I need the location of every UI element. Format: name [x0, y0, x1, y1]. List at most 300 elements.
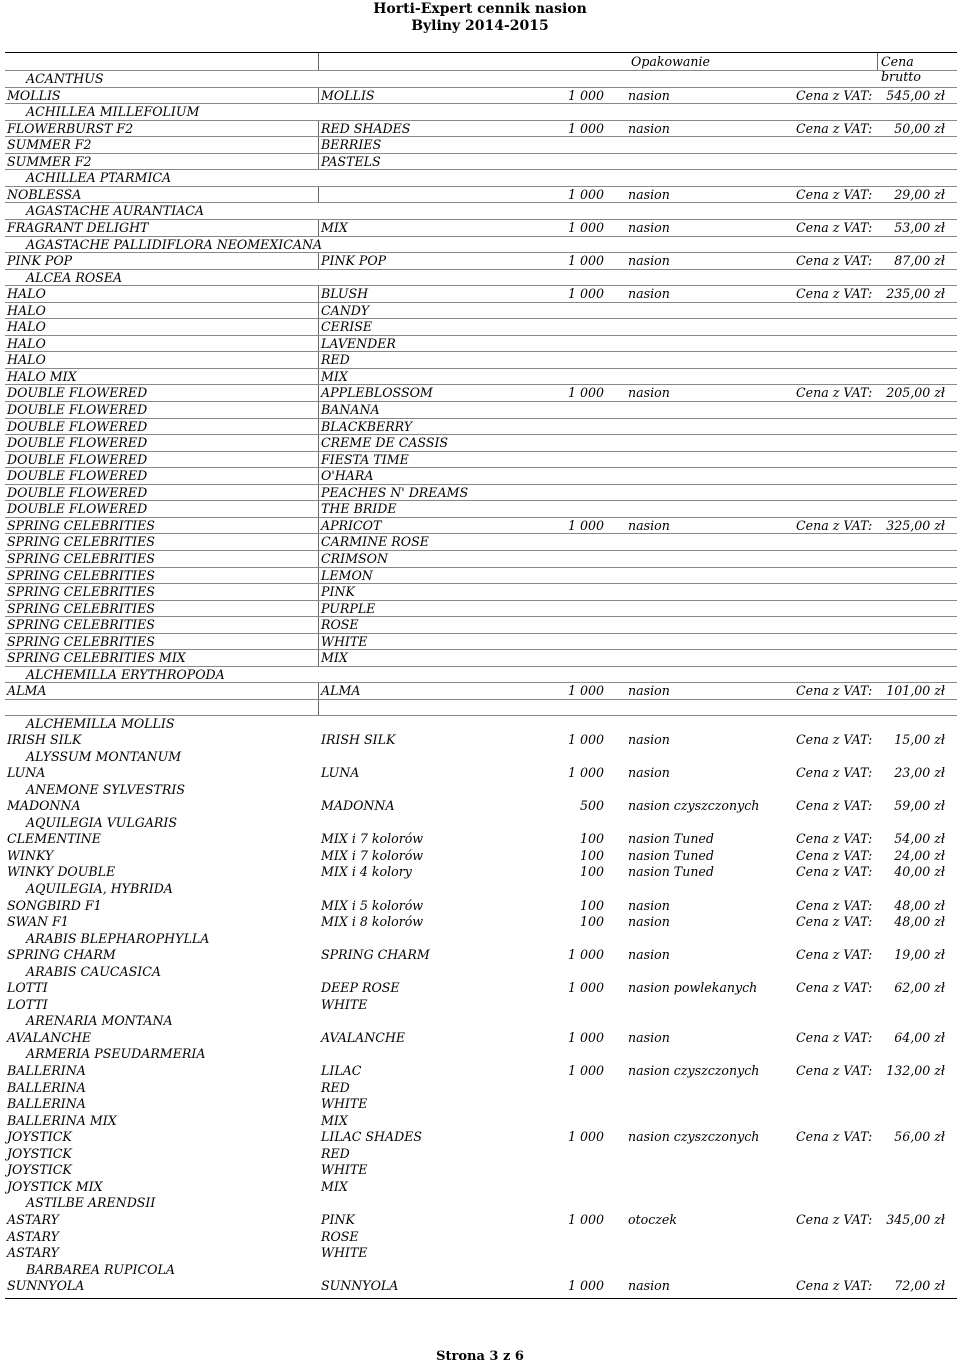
package-quantity: 1 000	[568, 186, 605, 202]
variety-name: CARMINE ROSE	[321, 534, 429, 550]
variety-name: WHITE	[321, 996, 368, 1012]
table-row	[5, 451, 957, 469]
variety-name: MIX	[321, 219, 348, 235]
category-row	[5, 1046, 957, 1063]
package-quantity: 500	[579, 798, 604, 814]
package-unit: nasion	[628, 253, 670, 269]
package-unit: nasion powlekanych	[628, 980, 758, 996]
cultivar-name: DOUBLE FLOWERED	[7, 451, 148, 467]
variety-name: PINK	[321, 1211, 355, 1227]
cultivar-name: MADONNA	[7, 798, 81, 814]
package-quantity: 1 000	[568, 1029, 605, 1045]
category-row	[5, 782, 957, 799]
column-header-price: Cena brutto	[881, 54, 921, 84]
package-quantity: 1 000	[568, 385, 605, 401]
cultivar-name: BALLERINA	[7, 1063, 86, 1078]
table-row	[5, 798, 957, 815]
price-value: 87,00 zł	[894, 253, 945, 269]
vat-label: Cena z VAT:	[796, 1211, 873, 1227]
price-value: 19,00 zł	[894, 947, 945, 963]
cultivar-name: SPRING CELEBRITIES	[7, 534, 155, 550]
price-value: 545,00 zł	[886, 87, 945, 103]
vat-label: Cena z VAT:	[796, 847, 873, 863]
price-value: 29,00 zł	[894, 186, 945, 202]
table-row	[5, 864, 957, 881]
blank-row	[5, 699, 957, 717]
price-value: 101,00 zł	[886, 683, 945, 699]
price-value: 59,00 zł	[894, 798, 945, 814]
variety-name: MIX i 7 kolorów	[321, 847, 424, 863]
category-row	[5, 666, 957, 684]
vat-label: Cena z VAT:	[796, 286, 873, 302]
variety-name: APPLEBLOSSOM	[321, 385, 433, 401]
variety-name: PINK POP	[321, 253, 387, 269]
category-name: ARABIS BLEPHAROPHYLLA	[26, 930, 210, 946]
package-quantity: 100	[579, 847, 604, 863]
variety-name: MIX	[321, 1178, 348, 1194]
table-row	[5, 318, 957, 336]
cultivar-name: MOLLIS	[7, 87, 61, 103]
price-value: 50,00 zł	[894, 120, 945, 136]
cultivar-name: JOYSTICK	[7, 1129, 72, 1145]
table-row	[5, 1278, 957, 1295]
category-name: BARBAREA RUPICOLA	[26, 1261, 175, 1277]
variety-name: THE BRIDE	[321, 501, 397, 517]
variety-name: IRISH SILK	[321, 732, 396, 747]
table-row	[5, 285, 957, 303]
price-value: 345,00 zł	[886, 1211, 945, 1227]
table-row	[5, 583, 957, 601]
vat-label: Cena z VAT:	[796, 980, 873, 996]
category-row	[5, 931, 957, 948]
category-row	[5, 815, 957, 832]
variety-name: RED	[321, 352, 350, 368]
table-row	[5, 649, 957, 667]
cultivar-name: ASTARY	[7, 1211, 59, 1227]
package-unit: nasion	[628, 897, 670, 913]
category-row	[5, 964, 957, 981]
variety-name: MIX i 4 kolory	[321, 864, 412, 880]
vat-label: Cena z VAT:	[796, 253, 873, 269]
table-row	[5, 120, 957, 138]
cultivar-name: SWAN F1	[7, 914, 69, 930]
price-value: 48,00 zł	[894, 914, 945, 930]
cultivar-name: ASTARY	[7, 1228, 59, 1244]
table-row	[5, 484, 957, 502]
package-quantity: 100	[579, 864, 604, 880]
category-row	[5, 1195, 957, 1212]
table-row	[5, 550, 957, 568]
cultivar-name: DOUBLE FLOWERED	[7, 385, 148, 401]
cultivar-name: SUMMER F2	[7, 153, 92, 169]
category-row	[5, 715, 957, 733]
variety-name: SUNNYOLA	[321, 1278, 399, 1294]
cultivar-name: JOYSTICK	[7, 1145, 72, 1161]
table-row	[5, 136, 957, 154]
table-row	[5, 732, 957, 749]
table-row	[5, 252, 957, 270]
table-row	[5, 1129, 957, 1146]
cultivar-name: ALMA	[7, 683, 47, 699]
table-row	[5, 533, 957, 551]
package-quantity: 100	[579, 831, 604, 847]
variety-name: BLUSH	[321, 286, 369, 302]
package-unit: nasion	[628, 87, 670, 103]
variety-name: LUNA	[321, 765, 360, 781]
category-name: AGASTACHE PALLIDIFLORA NEOMEXICANA	[26, 236, 323, 252]
table-row	[5, 368, 957, 386]
variety-name: MIX	[321, 650, 348, 666]
variety-name: LILAC	[321, 1063, 362, 1078]
table-row	[5, 980, 957, 997]
price-value: 72,00 zł	[894, 1278, 945, 1294]
table-row	[5, 384, 957, 402]
table-row	[5, 1146, 957, 1163]
cultivar-name: DOUBLE FLOWERED	[7, 435, 148, 451]
category-name: ALCEA ROSEA	[26, 269, 123, 285]
variety-name: MIX	[321, 368, 348, 384]
variety-name: MADONNA	[321, 798, 395, 814]
category-name: ALCHEMILLA ERYTHROPODA	[26, 666, 225, 682]
cultivar-name: LOTTI	[7, 980, 48, 996]
category-name: ALYSSUM MONTANUM	[26, 748, 182, 764]
table-row	[5, 1162, 957, 1179]
price-value: 23,00 zł	[894, 765, 945, 781]
cultivar-name: BALLERINA	[7, 1079, 86, 1095]
variety-name: DEEP ROSE	[321, 980, 400, 996]
vat-label: Cena z VAT:	[796, 914, 873, 930]
cultivar-name: DOUBLE FLOWERED	[7, 468, 148, 484]
cultivar-name: AVALANCHE	[7, 1029, 92, 1045]
category-row	[5, 70, 957, 88]
category-name: AQUILEGIA, HYBRIDA	[26, 880, 173, 896]
table-row	[5, 567, 957, 585]
table-row	[5, 1245, 957, 1262]
variety-name: WHITE	[321, 633, 368, 649]
variety-name: FIESTA TIME	[321, 451, 409, 467]
package-unit: nasion	[628, 947, 670, 963]
table-row	[5, 616, 957, 634]
variety-name: MIX i 7 kolorów	[321, 831, 424, 847]
table-row	[5, 351, 957, 369]
cultivar-name: SPRING CELEBRITIES	[7, 517, 155, 533]
package-unit: nasion	[628, 186, 670, 202]
category-row	[5, 103, 957, 121]
package-quantity: 1 000	[568, 947, 605, 963]
vat-label: Cena z VAT:	[796, 1278, 873, 1294]
package-unit: nasion	[628, 683, 670, 699]
price-value: 64,00 zł	[894, 1029, 945, 1045]
category-name: ANEMONE SYLVESTRIS	[26, 781, 185, 797]
package-quantity: 1 000	[568, 1063, 605, 1078]
cultivar-name: DOUBLE FLOWERED	[7, 484, 148, 500]
package-quantity: 1 000	[568, 1129, 605, 1145]
variety-name: BANANA	[321, 402, 380, 417]
cultivar-name: IRISH SILK	[7, 732, 82, 747]
table-row	[5, 682, 957, 700]
package-quantity: 100	[579, 897, 604, 913]
package-quantity: 1 000	[568, 87, 605, 103]
category-name: ARABIS CAUCASICA	[26, 963, 161, 979]
table-row	[5, 418, 957, 436]
cultivar-name: HALO	[7, 286, 46, 302]
price-value: 325,00 zł	[886, 517, 945, 533]
package-quantity: 1 000	[568, 253, 605, 269]
variety-name: MIX i 8 kolorów	[321, 914, 424, 930]
price-value: 40,00 zł	[894, 864, 945, 880]
cultivar-name: PINK POP	[7, 253, 73, 269]
price-table	[5, 52, 957, 1299]
price-value: 48,00 zł	[894, 897, 945, 913]
cultivar-name: BALLERINA MIX	[7, 1112, 117, 1128]
vat-label: Cena z VAT:	[796, 947, 873, 963]
variety-name: ALMA	[321, 683, 361, 699]
variety-name: PASTELS	[321, 153, 381, 169]
table-row	[5, 1212, 957, 1229]
table-row	[5, 1229, 957, 1246]
variety-name: ROSE	[321, 617, 359, 633]
table-row	[5, 302, 957, 320]
table-row	[5, 914, 957, 931]
table-row	[5, 898, 957, 915]
table-row	[5, 633, 957, 651]
cultivar-name: SPRING CHARM	[7, 947, 116, 963]
table-row	[5, 186, 957, 204]
table-row	[5, 401, 957, 419]
price-value: 205,00 zł	[886, 385, 945, 401]
vat-label: Cena z VAT:	[796, 765, 873, 781]
cultivar-name: SPRING CELEBRITIES	[7, 633, 155, 649]
package-quantity: 1 000	[568, 683, 605, 699]
table-row	[5, 947, 957, 964]
package-unit: nasion Tuned	[628, 831, 714, 847]
table-row	[5, 1080, 957, 1097]
vat-label: Cena z VAT:	[796, 385, 873, 401]
price-value: 62,00 zł	[894, 980, 945, 996]
category-name: ASTILBE ARENDSII	[26, 1195, 156, 1211]
cultivar-name: HALO	[7, 302, 46, 318]
vat-label: Cena z VAT:	[796, 732, 873, 747]
package-quantity: 1 000	[568, 765, 605, 781]
cultivar-name: SUMMER F2	[7, 137, 92, 153]
package-quantity: 1 000	[568, 1278, 605, 1294]
package-quantity: 1 000	[568, 286, 605, 302]
package-quantity: 100	[579, 914, 604, 930]
vat-label: Cena z VAT:	[796, 1029, 873, 1045]
category-row	[5, 1262, 957, 1279]
document-title: Horti-Expert cennik nasion	[373, 1, 587, 17]
cultivar-name: SPRING CELEBRITIES	[7, 550, 155, 566]
package-unit: nasion Tuned	[628, 847, 714, 863]
price-value: 53,00 zł	[894, 219, 945, 235]
table-row	[5, 997, 957, 1014]
cultivar-name: SPRING CELEBRITIES	[7, 617, 155, 633]
category-row	[5, 269, 957, 287]
variety-name: WHITE	[321, 1096, 368, 1112]
cultivar-name: HALO MIX	[7, 368, 77, 384]
variety-name: PINK	[321, 584, 355, 600]
cultivar-name: HALO	[7, 335, 46, 351]
cultivar-name: JOYSTICK MIX	[7, 1178, 103, 1194]
package-unit: nasion	[628, 219, 670, 235]
package-quantity: 1 000	[568, 732, 605, 747]
variety-name: LAVENDER	[321, 335, 396, 351]
category-row	[5, 169, 957, 187]
category-name: ACANTHUS	[26, 71, 104, 86]
table-row	[5, 848, 957, 865]
package-unit: nasion czyszczonych	[628, 1129, 760, 1145]
variety-name: LILAC SHADES	[321, 1129, 423, 1145]
cultivar-name: SPRING CELEBRITIES	[7, 584, 155, 600]
table-row	[5, 1113, 957, 1130]
cultivar-name: LUNA	[7, 765, 46, 781]
cultivar-name: FRAGRANT DELIGHT	[7, 219, 149, 235]
package-unit: nasion Tuned	[628, 864, 714, 880]
cultivar-name: HALO	[7, 352, 46, 368]
variety-name: CREME DE CASSIS	[321, 435, 449, 451]
cultivar-name: JOYSTICK	[7, 1162, 72, 1178]
variety-name: CANDY	[321, 302, 370, 318]
package-unit: otoczek	[628, 1211, 677, 1227]
cultivar-name: HALO	[7, 319, 46, 335]
table-row	[5, 1179, 957, 1196]
package-unit: nasion	[628, 120, 670, 136]
vat-label: Cena z VAT:	[796, 517, 873, 533]
price-value: 132,00 zł	[886, 1063, 945, 1078]
cultivar-name: DOUBLE FLOWERED	[7, 418, 148, 434]
cultivar-name: SUNNYOLA	[7, 1278, 85, 1294]
price-value: 54,00 zł	[894, 831, 945, 847]
price-value: 56,00 zł	[894, 1129, 945, 1145]
table-row	[5, 500, 957, 518]
cultivar-name: CLEMENTINE	[7, 831, 101, 847]
table-row	[5, 1030, 957, 1047]
variety-name: RED	[321, 1079, 350, 1095]
vat-label: Cena z VAT:	[796, 219, 873, 235]
table-row	[5, 1096, 957, 1113]
variety-name: ROSE	[321, 1228, 359, 1244]
variety-name: O'HARA	[321, 468, 374, 484]
cultivar-name: ASTARY	[7, 1245, 59, 1261]
cultivar-name: DOUBLE FLOWERED	[7, 501, 148, 517]
variety-name: MIX	[321, 1112, 348, 1128]
package-unit: nasion	[628, 286, 670, 302]
cultivar-name: FLOWERBURST F2	[7, 120, 134, 136]
variety-name: PEACHES N' DREAMS	[321, 484, 469, 500]
table-row	[5, 434, 957, 452]
vat-label: Cena z VAT:	[796, 831, 873, 847]
category-row	[5, 749, 957, 766]
table-row	[5, 765, 957, 782]
category-name: AGASTACHE AURANTIACA	[26, 203, 205, 219]
cultivar-name: WINKY DOUBLE	[7, 864, 116, 880]
column-header-packaging: Opakowanie	[631, 54, 710, 69]
cultivar-name: SONGBIRD F1	[7, 897, 102, 913]
cultivar-name: LOTTI	[7, 996, 48, 1012]
variety-name: CERISE	[321, 319, 373, 335]
cultivar-name: NOBLESSA	[7, 186, 82, 202]
vat-label: Cena z VAT:	[796, 87, 873, 103]
cultivar-name: SPRING CELEBRITIES MIX	[7, 650, 186, 666]
category-name: ALCHEMILLA MOLLIS	[26, 716, 175, 732]
vat-label: Cena z VAT:	[796, 864, 873, 880]
vat-label: Cena z VAT:	[796, 798, 873, 814]
vat-label: Cena z VAT:	[796, 683, 873, 699]
category-row	[5, 236, 957, 254]
variety-name: RED	[321, 1145, 350, 1161]
category-name: AQUILEGIA VULGARIS	[26, 814, 178, 830]
cultivar-name: BALLERINA	[7, 1096, 86, 1112]
variety-name: MOLLIS	[321, 87, 375, 103]
vat-label: Cena z VAT:	[796, 1129, 873, 1145]
variety-name: BERRIES	[321, 137, 382, 153]
category-row	[5, 881, 957, 898]
variety-name: BLACKBERRY	[321, 418, 413, 434]
package-unit: nasion	[628, 1029, 670, 1045]
variety-name: CRIMSON	[321, 550, 388, 566]
table-row	[5, 831, 957, 848]
category-row	[5, 202, 957, 220]
package-unit: nasion	[628, 385, 670, 401]
vat-label: Cena z VAT:	[796, 897, 873, 913]
table-row	[5, 467, 957, 485]
cultivar-name: WINKY	[7, 847, 54, 863]
price-value: 235,00 zł	[886, 286, 945, 302]
table-row	[5, 1063, 957, 1080]
variety-name: LEMON	[321, 567, 373, 583]
vat-label: Cena z VAT:	[796, 1063, 873, 1078]
cultivar-name: SPRING CELEBRITIES	[7, 567, 155, 583]
table-row	[5, 600, 957, 618]
package-quantity: 1 000	[568, 980, 605, 996]
package-unit: nasion	[628, 914, 670, 930]
variety-name: AVALANCHE	[321, 1029, 406, 1045]
vat-label: Cena z VAT:	[796, 120, 873, 136]
category-row	[5, 1013, 957, 1030]
price-value: 15,00 zł	[894, 732, 945, 747]
price-value: 24,00 zł	[894, 847, 945, 863]
vat-label: Cena z VAT:	[796, 186, 873, 202]
table-row	[5, 153, 957, 171]
variety-name: APRICOT	[321, 517, 382, 533]
package-unit: nasion	[628, 517, 670, 533]
package-unit: nasion	[628, 732, 670, 747]
variety-name: SPRING CHARM	[321, 947, 430, 963]
cultivar-name: SPRING CELEBRITIES	[7, 600, 155, 616]
package-quantity: 1 000	[568, 219, 605, 235]
package-unit: nasion czyszczonych	[628, 1063, 760, 1078]
category-name: ARENARIA MONTANA	[26, 1013, 173, 1029]
table-row	[5, 517, 957, 535]
document-subtitle: Byliny 2014-2015	[411, 18, 549, 34]
package-unit: nasion	[628, 765, 670, 781]
category-name: ACHILLEA MILLEFOLIUM	[26, 104, 200, 120]
package-quantity: 1 000	[568, 1211, 605, 1227]
table-row	[5, 87, 957, 105]
variety-name: WHITE	[321, 1245, 368, 1261]
cultivar-name: DOUBLE FLOWERED	[7, 402, 148, 417]
variety-name: PURPLE	[321, 600, 376, 616]
package-unit: nasion czyszczonych	[628, 798, 760, 814]
variety-name: WHITE	[321, 1162, 368, 1178]
category-name: ACHILLEA PTARMICA	[26, 170, 172, 186]
variety-name: MIX i 5 kolorów	[321, 897, 424, 913]
table-row	[5, 335, 957, 353]
page-number: Strona 3 z 6	[436, 1349, 524, 1364]
variety-name: RED SHADES	[321, 120, 411, 136]
table-row	[5, 219, 957, 237]
category-name: ARMERIA PSEUDARMERIA	[26, 1046, 206, 1062]
